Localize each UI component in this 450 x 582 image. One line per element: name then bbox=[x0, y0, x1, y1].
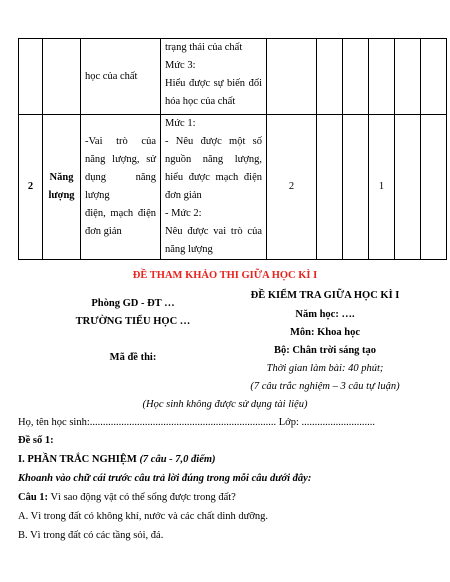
req-line: - Mức 2: bbox=[165, 208, 202, 219]
req-line: đơn giản bbox=[165, 190, 202, 201]
exam-number: Đề số 1: bbox=[18, 435, 54, 446]
content-line: -Vai trò của bbox=[85, 136, 156, 147]
count-cell bbox=[395, 39, 421, 115]
count-cell bbox=[343, 115, 369, 260]
matrix-table bbox=[18, 38, 447, 260]
req-line: hiểu được mạch điện bbox=[165, 172, 262, 183]
answer-option-a: A. Vì trong đất có không khí, nước và các chất dinh dưỡng. bbox=[18, 511, 269, 522]
count-cell bbox=[317, 39, 343, 115]
student-name-line: Họ, tên học sinh:....................................................................... Lớp: ............................ bbox=[18, 417, 375, 428]
answer-option-b: B. Vì trong đất có các tầng sỏi, đá. bbox=[18, 530, 164, 541]
count-cell bbox=[317, 115, 343, 260]
req-line: Mức 3: bbox=[165, 60, 196, 71]
content-line: đơn giản bbox=[85, 226, 122, 237]
time-limit: Thời gian làm bài: 40 phút; bbox=[266, 363, 384, 374]
matrix-row-1 bbox=[19, 39, 447, 115]
count-cell bbox=[343, 39, 369, 115]
count-cell bbox=[421, 39, 447, 115]
req-line: Mức 1: bbox=[165, 118, 196, 129]
question-label: Câu 1: bbox=[18, 492, 49, 503]
instruction: Khoanh vào chữ cái trước câu trả lời đúng trong mỗi câu dưới đây: bbox=[18, 473, 312, 484]
req-line: - Nêu được một số bbox=[165, 136, 262, 147]
count-cell bbox=[267, 115, 317, 260]
topic-line: lượng bbox=[48, 190, 75, 201]
req-line: năng lượng bbox=[165, 244, 213, 255]
count-value: 1 bbox=[378, 181, 385, 192]
book-series: Bộ: Chân trời sáng tạo bbox=[273, 345, 377, 356]
question-text: Vì sao động vật có thể sống được trong đất? bbox=[50, 492, 236, 503]
count-cell bbox=[395, 115, 421, 260]
req-line: Nêu được vai trò của bbox=[165, 226, 262, 237]
exam-note: (Học sinh không được sử dụng tài liệu) bbox=[142, 399, 308, 410]
topic-cell bbox=[43, 39, 81, 115]
content-text: học của chất bbox=[85, 70, 138, 82]
content-line: năng lượng, sử bbox=[85, 154, 156, 165]
stt-cell bbox=[19, 115, 43, 260]
count-cell bbox=[369, 39, 395, 115]
exam-code: Mã đề thi: bbox=[109, 352, 157, 363]
stt-number: 2 bbox=[27, 181, 34, 192]
requirements-cell bbox=[161, 39, 267, 115]
section-score: (7 câu - 7,0 điểm) bbox=[139, 454, 216, 465]
content-cell bbox=[81, 39, 161, 115]
exam-structure: (7 câu trắc nghiệm – 3 câu tự luận) bbox=[250, 381, 400, 392]
count-cell bbox=[267, 39, 317, 115]
req-line: hóa học của chất bbox=[165, 96, 236, 107]
department-name: Phòng GD - ĐT … bbox=[91, 298, 175, 309]
count-cell bbox=[421, 115, 447, 260]
content-line: dụng năng lượng bbox=[85, 172, 156, 201]
section-heading bbox=[18, 451, 216, 468]
matrix-row-2 bbox=[19, 115, 447, 260]
content-cell bbox=[81, 115, 161, 260]
exam-title: ĐỀ KIỂM TRA GIỮA HỌC KÌ I bbox=[250, 290, 400, 301]
section-label: I. PHẦN TRẮC NGHIỆM bbox=[18, 454, 137, 465]
count-value: 2 bbox=[288, 181, 295, 192]
req-line: trạng thái của chất bbox=[165, 42, 243, 53]
req-line: nguồn năng lượng, bbox=[165, 154, 262, 165]
topic-cell bbox=[43, 115, 81, 260]
exam-banner: ĐỀ THAM KHẢO THI GIỮA HỌC KÌ I bbox=[132, 270, 318, 281]
school-name: TRƯỜNG TIỂU HỌC … bbox=[75, 316, 191, 327]
stt-cell bbox=[19, 39, 43, 115]
question-1 bbox=[18, 489, 236, 506]
req-line: Hiểu được sự biến đổi bbox=[165, 78, 262, 89]
count-cell bbox=[369, 115, 395, 260]
subject: Môn: Khoa học bbox=[289, 327, 360, 338]
requirements-cell bbox=[161, 115, 267, 260]
topic-line: Năng bbox=[49, 172, 74, 183]
school-year: Năm học: …. bbox=[295, 309, 355, 320]
content-line: điện, mạch điện bbox=[85, 208, 156, 219]
